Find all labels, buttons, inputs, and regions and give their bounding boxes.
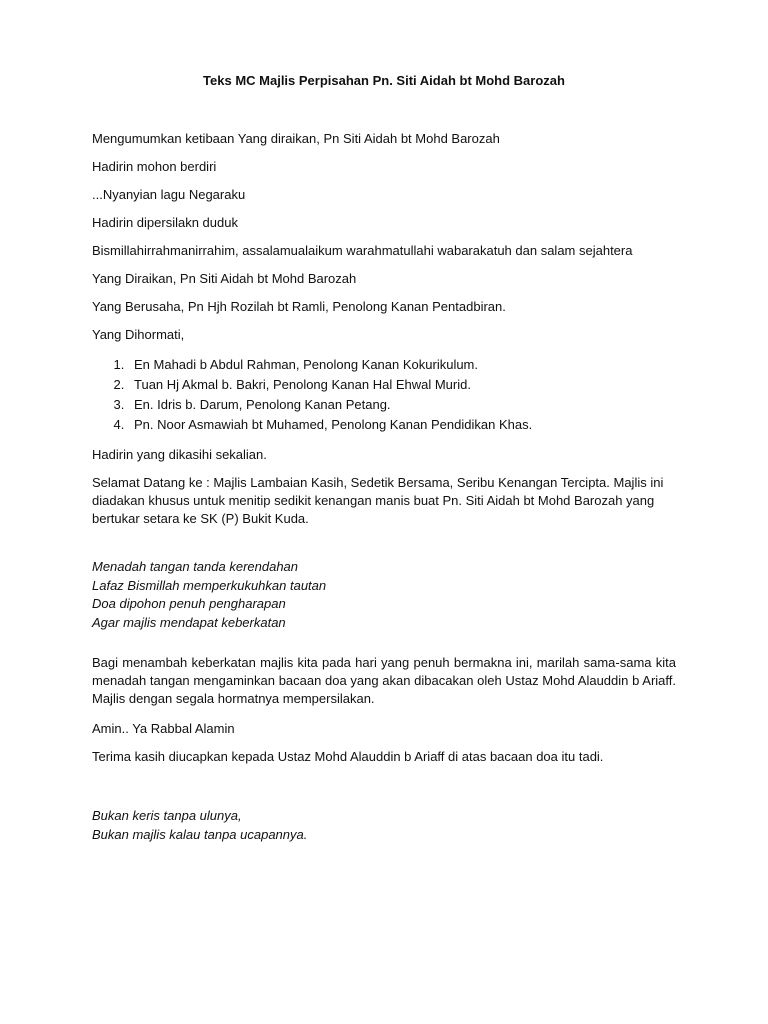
amin-line: Amin.. Ya Rabbal Alamin	[92, 721, 235, 736]
honored-guests-list	[92, 356, 676, 434]
list-item: 1. En Mahadi b Abdul Rahman, Penolong Kanan Kokurikulum.	[128, 356, 676, 374]
respected-heading: Yang Dihormati,	[92, 327, 185, 342]
poem-line: Doa dipohon penuh pengharapan	[92, 596, 286, 611]
thanks-line: Terima kasih diucapkan kepada Ustaz Mohd Alauddin b Ariaff di atas bacaan doa itu tadi.	[92, 749, 604, 764]
distinguished-line: Yang Berusaha, Pn Hjh Rozilah bt Ramli, Penolong Kanan Pentadbiran.	[92, 299, 506, 314]
opening-salutation: Bismillahirrahmanirrahim, assalamualaikum warahmatullahi wabarakatuh dan salam sejahtera	[92, 243, 633, 258]
poem-line: Lafaz Bismillah memperkukuhkan tautan	[92, 577, 327, 593]
poem-line: Bukan majlis kalau tanpa ucapannya.	[92, 827, 308, 842]
poem-verse-2	[92, 806, 676, 844]
prayer-invitation: Bagi menambah keberkatan majlis kita pada hari yang penuh bermakna ini, marilah sama-sama kita menadah tangan mengaminkan bacaan doa yang akan dibacakan oleh Ustaz Mohd Alauddin b Ariaff. Majlis dengan segala hormatnya mempersilakan.	[92, 655, 676, 706]
honoree-line: Yang Diraikan, Pn Siti Aidah bt Mohd Barozah	[92, 271, 357, 286]
list-item: 2. Tuan Hj Akmal b. Bakri, Penolong Kanan Hal Ehwal Murid.	[128, 376, 676, 394]
poem-line: Bukan keris tanpa ulunya,	[92, 808, 242, 823]
poem-verse-1	[92, 558, 676, 632]
poem-line: Agar majlis mendapat keberkatan	[92, 614, 286, 630]
list-item: 3. En. Idris b. Darum, Penolong Kanan Petang.	[128, 396, 676, 414]
welcome-paragraph: Selamat Datang ke : Majlis Lambaian Kasih, Sedetik Bersama, Seribu Kenangan Tercipta. Majlis ini diadakan khusus untuk menitip sedikit kenangan manis buat Pn. Siti Aidah bt Mohd Barozah yang bertukar setara ke SK (P) Bukit Kuda.	[92, 475, 664, 526]
stand-line: Hadirin mohon berdiri	[92, 159, 217, 174]
audience-greeting: Hadirin yang dikasihi sekalian.	[92, 447, 267, 462]
sit-line: Hadirin dipersilakn duduk	[92, 215, 238, 230]
announcement-line: Mengumumkan ketibaan Yang diraikan, Pn Siti Aidah bt Mohd Barozah	[92, 131, 500, 146]
anthem-line: ...Nyanyian lagu Negaraku	[92, 187, 246, 202]
document-title: Teks MC Majlis Perpisahan Pn. Siti Aidah bt Mohd Barozah	[203, 73, 565, 88]
document-body	[92, 72, 676, 844]
list-item: 4. Pn. Noor Asmawiah bt Muhamed, Penolong Kanan Pendidikan Khas.	[128, 416, 676, 434]
poem-line: Menadah tangan tanda kerendahan	[92, 559, 299, 574]
